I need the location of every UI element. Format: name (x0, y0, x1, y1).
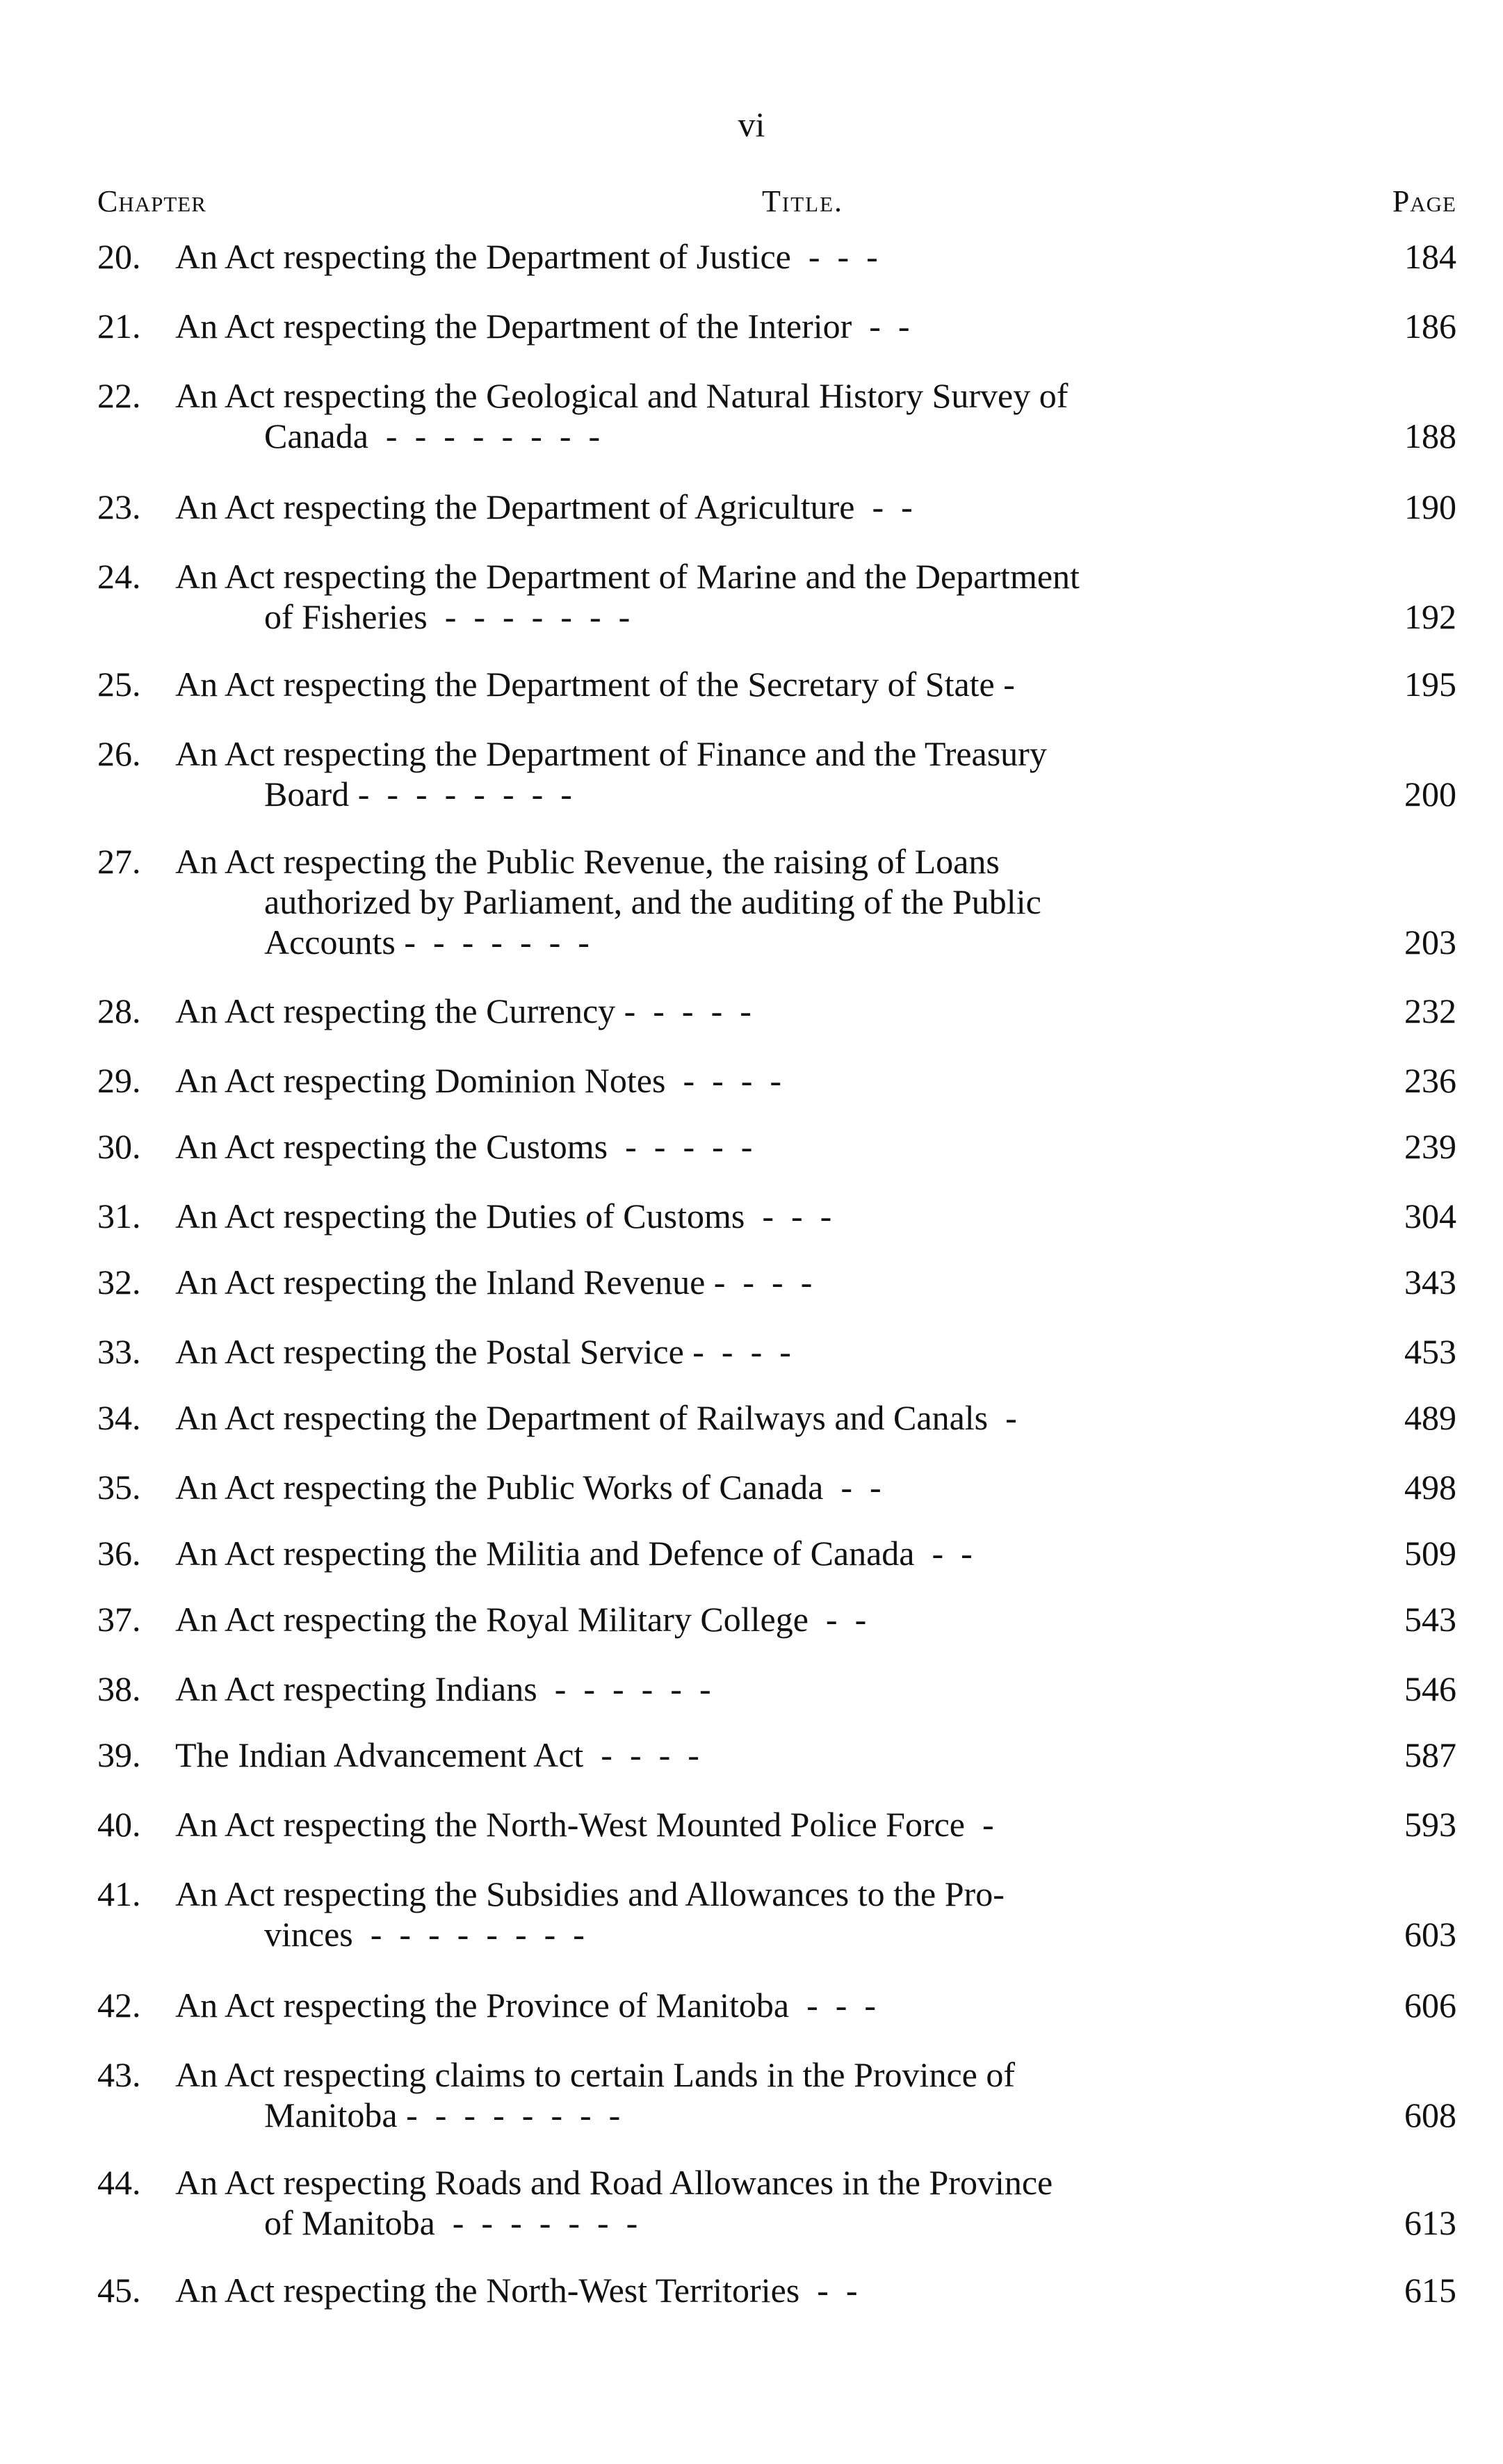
title-line: An Act respecting the Department of Railways and Canals - (175, 1398, 1017, 1437)
page-reference: 203 (1404, 923, 1456, 962)
page-reference: 236 (1404, 1061, 1456, 1100)
act-title (175, 1467, 1357, 1507)
chapter-number: 43. (97, 2055, 141, 2094)
chapter-number: 23. (97, 487, 141, 526)
chapter-number: 33. (97, 1332, 141, 1371)
page-reference: 239 (1404, 1127, 1456, 1166)
act-title (175, 991, 1357, 1031)
act-title (175, 556, 1357, 637)
act-title (175, 1533, 1357, 1573)
page-reference: 192 (1404, 597, 1456, 636)
act-title (175, 1874, 1357, 1954)
title-line: An Act respecting the North-West Mounted Police Force - (175, 1805, 994, 1844)
act-title (175, 2054, 1357, 2135)
title-line: An Act respecting Dominion Notes - - - - (175, 1061, 782, 1100)
page-reference: 190 (1404, 487, 1456, 526)
chapter-number: 44. (97, 2163, 141, 2202)
chapter-number: 39. (97, 1735, 141, 1774)
title-line: An Act respecting the Public Revenue, the raising of Loans (175, 842, 1000, 881)
chapter-number: 38. (97, 1669, 141, 1708)
title-line: An Act respecting the Department of the Secretary of State - (175, 665, 1015, 704)
title-line: An Act respecting the Department of Justice - - - (175, 237, 878, 276)
page-reference: 186 (1404, 307, 1456, 346)
title-continuation-line: Canada - - - - - - - - (264, 416, 601, 455)
page-reference: 543 (1404, 1600, 1456, 1639)
title-continuation-line: of Manitoba - - - - - - - (264, 2203, 638, 2242)
chapter-number: 34. (97, 1398, 141, 1437)
act-title (175, 664, 1357, 704)
chapter-number: 20. (97, 237, 141, 276)
title-line: An Act respecting the Militia and Defence of Canada - - (175, 1534, 973, 1573)
page-reference: 606 (1404, 1986, 1456, 2025)
page-column-heading: Page (1392, 184, 1456, 218)
chapter-number: 40. (97, 1805, 141, 1844)
title-continuation-line: vinces - - - - - - - - (264, 1915, 585, 1954)
page-reference: 509 (1404, 1534, 1456, 1573)
title-line: An Act respecting the Subsidies and Allowances to the Pro- (175, 1874, 1005, 1913)
chapter-number: 37. (97, 1600, 141, 1639)
title-line: An Act respecting the Inland Revenue - - - - (175, 1263, 813, 1302)
chapter-column-heading: Chapter (97, 184, 206, 218)
title-line: An Act respecting the Geological and Natural History Survey of (175, 376, 1069, 415)
chapter-number: 21. (97, 307, 141, 346)
title-line: An Act respecting the Royal Military College - - (175, 1600, 867, 1639)
title-continuation-line: Board - - - - - - - - (264, 775, 572, 813)
title-line: An Act respecting the North-West Territories - - (175, 2271, 858, 2310)
page-reference: 546 (1404, 1669, 1456, 1708)
title-line: An Act respecting the Department of Finance and the Treasury (175, 734, 1047, 773)
act-title (175, 733, 1357, 814)
act-title (175, 306, 1357, 346)
page-reference: 195 (1404, 665, 1456, 704)
title-continuation-line: of Fisheries - - - - - - - (264, 597, 631, 636)
page-reference: 453 (1404, 1332, 1456, 1371)
act-title (175, 1804, 1357, 1845)
page-reference: 304 (1404, 1197, 1456, 1235)
chapter-number: 41. (97, 1874, 141, 1913)
page-reference: 200 (1404, 775, 1456, 813)
chapter-number: 27. (97, 842, 141, 881)
title-continuation-line: authorized by Parliament, and the auditing of the Public (264, 882, 1041, 921)
act-title (175, 487, 1357, 527)
chapter-number: 45. (97, 2271, 141, 2310)
page-reference: 489 (1404, 1398, 1456, 1437)
title-line: An Act respecting the Department of Agriculture - - (175, 487, 913, 526)
page-reference: 343 (1404, 1263, 1456, 1302)
act-title (175, 1262, 1357, 1302)
act-title (175, 1985, 1357, 2025)
page-reference: 613 (1404, 2203, 1456, 2242)
chapter-number: 42. (97, 1986, 141, 2025)
act-title (175, 1599, 1357, 1639)
act-title (175, 2270, 1357, 2310)
chapter-number: 32. (97, 1263, 141, 1302)
title-line: An Act respecting the Department of the Interior - - (175, 307, 910, 346)
title-line: An Act respecting the Currency - - - - - (175, 991, 752, 1030)
title-line: An Act respecting the Province of Manitoba - - - (175, 1986, 877, 2025)
page-reference: 498 (1404, 1468, 1456, 1507)
page-reference: 232 (1404, 991, 1456, 1030)
act-title (175, 1669, 1357, 1709)
title-line: An Act respecting the Postal Service - - - - (175, 1332, 791, 1371)
act-title (175, 236, 1357, 277)
act-title (175, 1196, 1357, 1236)
title-line: An Act respecting the Department of Marine and the Department (175, 557, 1080, 596)
chapter-number: 31. (97, 1197, 141, 1235)
act-title (175, 375, 1357, 456)
act-title (175, 1397, 1357, 1438)
chapter-number: 35. (97, 1468, 141, 1507)
title-line: An Act respecting the Customs - - - - - (175, 1127, 753, 1166)
act-title (175, 1331, 1357, 1372)
page-reference: 593 (1404, 1805, 1456, 1844)
act-title (175, 1126, 1357, 1167)
chapter-number: 28. (97, 991, 141, 1030)
page-reference: 603 (1404, 1915, 1456, 1954)
chapter-number: 26. (97, 734, 141, 773)
title-column-heading: Title. (762, 184, 844, 218)
act-title (175, 2162, 1357, 2243)
act-title (175, 841, 1357, 962)
title-continuation-line: Accounts - - - - - - - (264, 923, 590, 962)
page-reference: 587 (1404, 1735, 1456, 1774)
chapter-number: 22. (97, 376, 141, 415)
title-continuation-line: Manitoba - - - - - - - - (264, 2096, 621, 2134)
title-line: An Act respecting Indians - - - - - - (175, 1669, 711, 1708)
chapter-number: 36. (97, 1534, 141, 1573)
chapter-number: 24. (97, 557, 141, 596)
page-reference: 184 (1404, 237, 1456, 276)
act-title (175, 1060, 1357, 1101)
toc-header (97, 184, 1456, 225)
chapter-number: 29. (97, 1061, 141, 1100)
page-number: vi (738, 105, 765, 144)
title-line: An Act respecting the Public Works of Canada - - (175, 1468, 882, 1507)
page-reference: 608 (1404, 2096, 1456, 2134)
act-title (175, 1735, 1357, 1775)
title-line: An Act respecting the Duties of Customs - - - (175, 1197, 832, 1235)
chapter-number: 25. (97, 665, 141, 704)
page-reference: 615 (1404, 2271, 1456, 2310)
title-line: The Indian Advancement Act - - - - (175, 1735, 699, 1774)
page-reference: 188 (1404, 416, 1456, 455)
chapter-number: 30. (97, 1127, 141, 1166)
title-line: An Act respecting claims to certain Lands in the Province of (175, 2055, 1015, 2094)
title-line: An Act respecting Roads and Road Allowances in the Province (175, 2163, 1053, 2202)
